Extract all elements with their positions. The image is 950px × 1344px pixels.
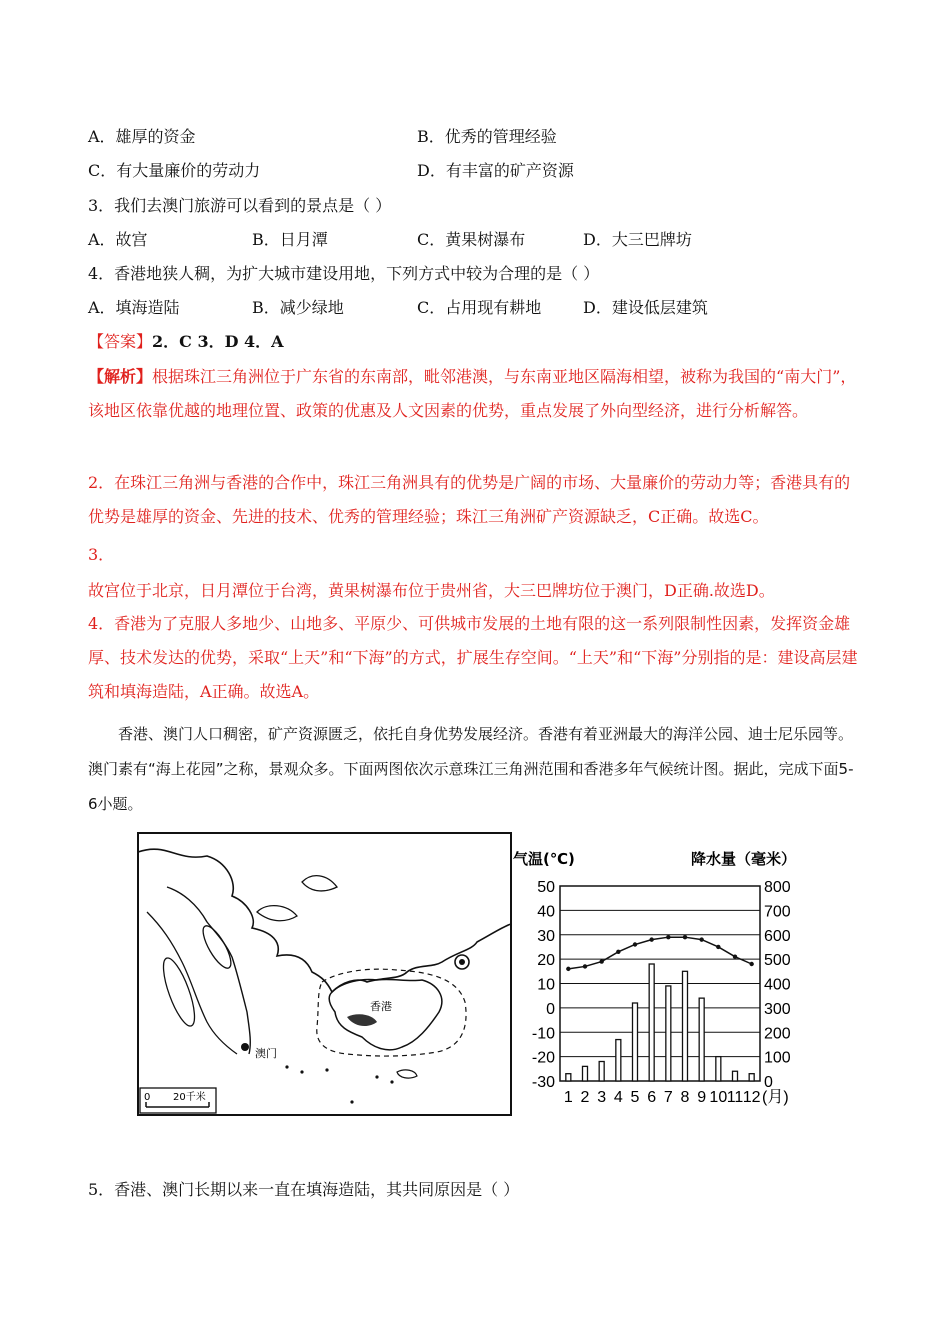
temp-tick-label: -20 xyxy=(531,1049,555,1067)
month-label: 11 xyxy=(726,1089,744,1106)
temp-point xyxy=(733,954,737,958)
month-label: 5 xyxy=(630,1089,640,1106)
precip-bar xyxy=(649,964,654,1081)
q3-option-a: A．故宫 xyxy=(88,230,148,249)
analysis-tag: 【解析】 xyxy=(88,367,153,386)
answer-text: 2．C 3．D 4．A xyxy=(152,332,284,351)
temp-point xyxy=(633,942,637,946)
precip-bar xyxy=(566,1074,571,1081)
precip-bar xyxy=(733,1071,738,1081)
temp-point xyxy=(616,950,620,954)
month-label: 12 xyxy=(742,1089,761,1106)
temp-point xyxy=(583,964,587,968)
chart-title-right: 降水量（毫米） xyxy=(691,850,797,868)
precip-tick-label: 100 xyxy=(764,1049,791,1067)
temp-tick-label: 40 xyxy=(537,903,555,921)
temp-tick-label: 30 xyxy=(537,927,555,945)
precip-tick-label: 0 xyxy=(764,1074,773,1091)
analysis-q3-number: 3． xyxy=(88,545,115,564)
temp-point xyxy=(666,935,670,939)
temp-point xyxy=(749,962,753,966)
precip-bar xyxy=(599,1062,604,1082)
q3-option-d: D．大三巴牌坊 xyxy=(583,230,692,249)
q2-option-c: C．有大量廉价的劳动力 xyxy=(88,161,261,180)
q3-option-b: B．日月潭 xyxy=(252,230,328,249)
macau-dot xyxy=(241,1043,249,1051)
precip-bar xyxy=(666,986,671,1081)
q3-stem: 3．我们去澳门旅游可以看到的景点是（ ） xyxy=(88,196,392,215)
temp-tick-label: 20 xyxy=(537,952,555,970)
q4-option-d: D．建设低层建筑 xyxy=(583,298,708,317)
month-label: 1 xyxy=(563,1089,573,1106)
temp-tick-label: 50 xyxy=(537,879,555,896)
month-label: 10 xyxy=(709,1089,728,1106)
answer-tag: 【答案】 xyxy=(88,332,153,351)
temp-point xyxy=(599,959,603,963)
precip-bar xyxy=(749,1074,754,1081)
month-label: 8 xyxy=(680,1089,690,1106)
precip-bar xyxy=(583,1066,588,1081)
precip-bar xyxy=(716,1057,721,1081)
precip-tick-label: 600 xyxy=(764,927,791,945)
hk-label: 香港 xyxy=(370,1000,392,1013)
month-label: 2 xyxy=(580,1089,590,1106)
scale-zero: 0 xyxy=(144,1092,151,1103)
precip-tick-label: 500 xyxy=(764,952,791,970)
precip-tick-label: 800 xyxy=(764,879,791,896)
q4-option-b: B．减少绿地 xyxy=(252,298,344,317)
temp-point xyxy=(699,937,703,941)
pearl-river-delta-map xyxy=(137,832,512,1116)
map-island-east-dot xyxy=(459,959,465,965)
q4-option-a: A．填海造陆 xyxy=(88,298,180,317)
chart-title-left: 气温(℃) xyxy=(513,850,575,868)
month-label: 9 xyxy=(697,1089,707,1106)
q5-stem: 5．香港、澳门长期以来一直在填海造陆，其共同原因是（ ） xyxy=(88,1180,520,1199)
hk-climate-chart xyxy=(513,848,813,1118)
map-frame xyxy=(138,833,511,1115)
month-label: 6 xyxy=(647,1089,657,1106)
temp-point xyxy=(683,935,687,939)
q2-option-a: A．雄厚的资金 xyxy=(88,127,196,146)
temp-tick-label: 0 xyxy=(546,1000,555,1018)
temp-tick-label: -30 xyxy=(531,1074,555,1091)
precip-bar xyxy=(683,971,688,1081)
q4-option-c: C．占用现有耕地 xyxy=(417,298,542,317)
month-label: 7 xyxy=(663,1089,673,1106)
analysis-q3: 故宫位于北京，日月潭位于台湾，黄果树瀑布位于贵州省，大三巴牌坊位于澳门，D正确.故选D。 xyxy=(88,581,775,600)
q3-option-c: C．黄果树瀑布 xyxy=(417,230,526,249)
temp-tick-label: -10 xyxy=(531,1025,555,1043)
precip-tick-label: 300 xyxy=(764,1000,791,1018)
analysis-intro-text: 根据珠江三角洲位于广东省的东南部，毗邻港澳，与东南亚地区隔海相望，被称为我国的“南大门”，该地区依靠优越的地理位置、政策的优惠及人文因素的优势，重点发展了外向型经济，进行分析解答。 xyxy=(88,367,857,420)
precip-bar xyxy=(616,1040,621,1081)
temp-tick-label: 10 xyxy=(537,976,555,994)
q2-option-b: B．优秀的管理经验 xyxy=(417,127,557,146)
q2-option-d: D．有丰富的矿产资源 xyxy=(417,161,574,180)
temp-line xyxy=(568,937,751,969)
analysis-q2: 2．在珠江三角洲与香港的合作中，珠江三角洲具有的优势是广阔的市场、大量廉价的劳动力等；香港具有的优势是雄厚的资金、先进的技术、优秀的管理经验；珠江三角洲矿产资源缺乏，C正确。故选C。 xyxy=(88,473,851,526)
analysis-q4: 4．香港为了克服人多地少、山地多、平原少、可供城市发展的土地有限的这一系列限制性因素，发挥资金雄厚、技术发达的优势，采取“上天”和“下海”的方式，扩展生存空间。“上天”和“下海”分别指的是：建设高层建筑和填海造陆，A正确。故选A。 xyxy=(88,614,858,701)
x-axis-label: (月) xyxy=(762,1089,789,1106)
precip-tick-label: 400 xyxy=(764,976,791,994)
scale-label: 20千米 xyxy=(173,1092,206,1103)
month-label: 4 xyxy=(613,1089,623,1106)
answer-line xyxy=(88,332,284,352)
macau-label: 澳门 xyxy=(255,1047,277,1060)
temp-point xyxy=(649,937,653,941)
precip-tick-label: 700 xyxy=(764,903,791,921)
month-label: 3 xyxy=(597,1089,607,1106)
reading-passage: 香港、澳门人口稠密，矿产资源匮乏，依托自身优势发展经济。香港有着亚洲最大的海洋公园、迪士尼乐园等。澳门素有“海上花园”之称，景观众多。下面两图依次示意珠江三角洲范围和香港多年气候统计图。据此，完成下面5-6小题。 xyxy=(88,725,854,813)
precip-bar xyxy=(699,998,704,1081)
q4-stem: 4．香港地狭人稠，为扩大城市建设用地，下列方式中较为合理的是（ ） xyxy=(88,264,600,283)
analysis-intro xyxy=(88,360,858,428)
temp-point xyxy=(566,967,570,971)
precip-bar xyxy=(633,1003,638,1081)
precip-tick-label: 200 xyxy=(764,1025,791,1043)
temp-point xyxy=(716,945,720,949)
